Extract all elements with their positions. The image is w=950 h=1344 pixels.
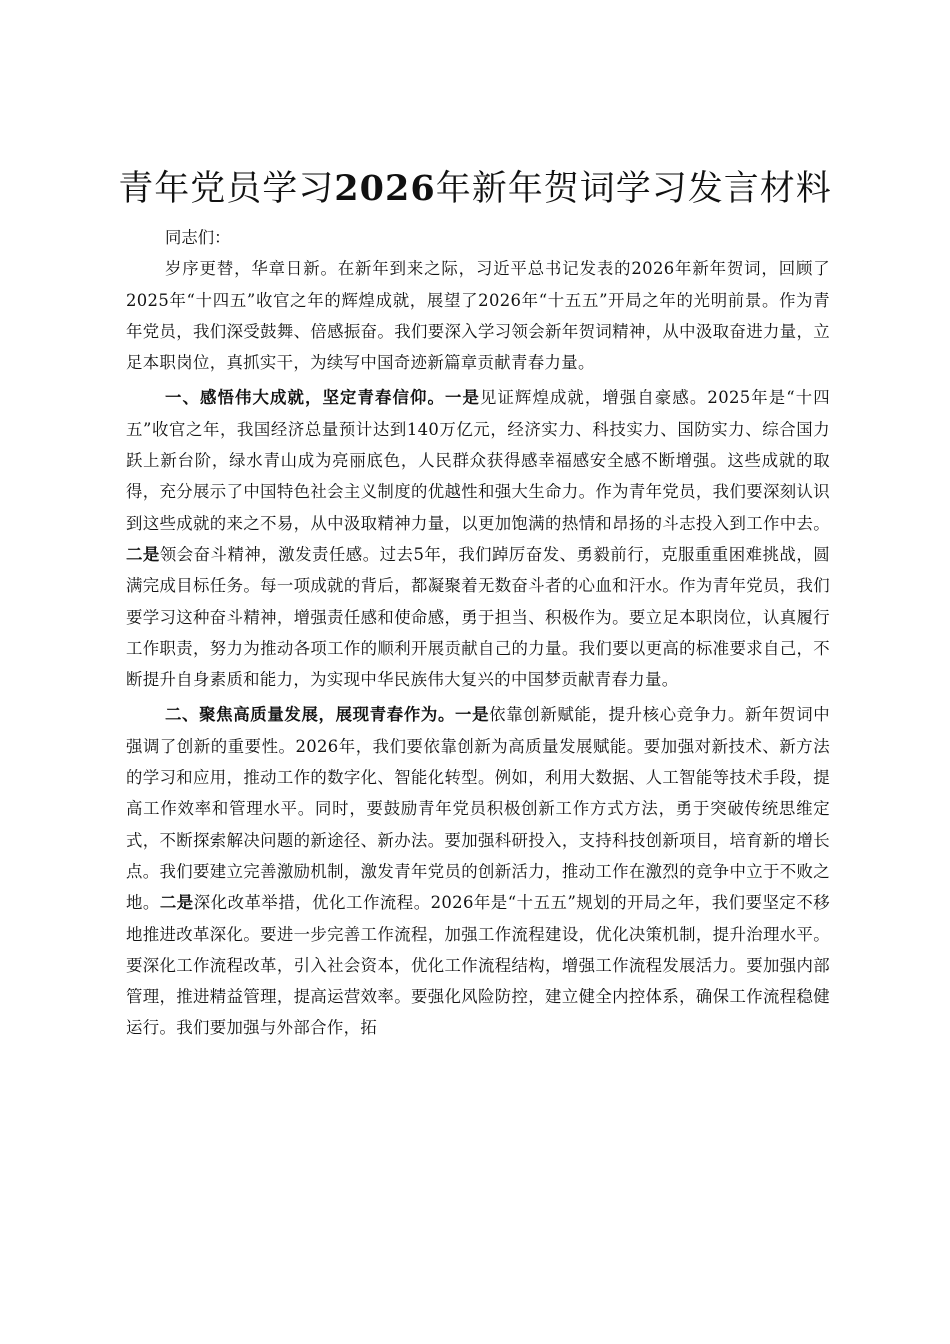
section-heading: 一、感悟伟大成就，坚定青春信仰。一是	[165, 388, 480, 408]
section-heading: 二、聚焦高质量发展，展现青春作为。一是	[165, 705, 490, 725]
text-segment: 岁序更替，华章日新。在新年到来之际，习近平总书记发表的2026年新年贺词，回顾了2025年“十四五”收官之年的辉煌成就，展望了2026年“十五五”开局之年的光明前景。作为青年党员，我们深受鼓舞、倍感振奋。我们要深入学习领会新年贺词精神，从中汲取奋进力量，立足本职岗位，真抓实干，为续写中国奇迹新篇章贡献青春力量。	[126, 259, 830, 373]
point-marker: 二是	[126, 544, 160, 564]
title-year: 2026	[334, 168, 436, 209]
title-prefix: 青年党员学习	[118, 169, 335, 209]
point-marker: 二是	[159, 893, 194, 913]
text-segment: 领会奋斗精神，激发责任感。过去5年，我们踔厉奋发、勇毅前行，克服重重困难挑战，圆满完成目标任务。每一项成就的背后，都凝聚着无数奋斗者的心血和汗水。作为青年党员，我们要学习这种奋斗精神，增强责任感和使命感，勇于担当、积极作为。要立足本职岗位，认真履行工作职责，努力为推动各项工作的顺利开展贡献自己的力量。我们要以更高的标准要求自己，不断提升自身素质和能力，为实现中华民族伟大复兴的中国梦贡献青春力量。	[126, 544, 830, 690]
greeting: 同志们：	[165, 228, 231, 247]
text-segment: 深化改革举措，优化工作流程。2026年是“十五五”规划的开局之年，我们要坚定不移地推进改革深化。要进一步完善工作流程，加强工作流程建设，优化决策机制，提升治理水平。要深化工作流程改革，引入社会资本，优化工作流程结构，增强工作流程发展活力。要加强内部管理，推进精益管理，提高运营效率。要强化风险防控，建立健全内控体系，确保工作流程稳健运行。我们要加强与外部合作，拓	[126, 893, 831, 1038]
paragraph-intro	[126, 253, 830, 378]
text-segment: 见证辉煌成就，增强自豪感。2025年是“十四五”收官之年，我国经济总量预计达到140万亿元，经济实力、科技实力、国防实力、综合国力跃上新台阶，绿水青山成为亮丽底色，人民群众获得感幸福感安全感不断增强。这些成就的取得，充分展示了中国特色社会主义制度的优越性和强大生命力。作为青年党员，我们要深刻认识到这些成就的来之不易，从中汲取精神力量，以更加饱满的热情和昂扬的斗志投入到工作中去。	[126, 388, 830, 533]
text-segment: 依靠创新赋能，提升核心竞争力。新年贺词中强调了创新的重要性。2026年，我们要依靠创新为高质量发展赋能。要加强对新技术、新方法的学习和应用，推动工作的数字化、智能化转型。例如，利用大数据、人工智能等技术手段，提高工作效率和管理水平。同时，要鼓励青年党员积极创新工作方式方法，勇于突破传统思维定式，不断探索解决问题的新途径、新办法。要加强科研投入，支持科技创新项目，培育新的增长点。我们要建立完善激励机制，激发青年党员的创新活力，推动工作在激烈的竞争中立于不败之地。	[126, 705, 831, 913]
paragraph-section-1	[126, 382, 830, 695]
paragraph-section-2	[126, 699, 830, 1043]
title-suffix: 年新年贺词学习发言材料	[435, 169, 832, 209]
document-title	[0, 166, 950, 212]
document-body	[126, 222, 830, 1044]
